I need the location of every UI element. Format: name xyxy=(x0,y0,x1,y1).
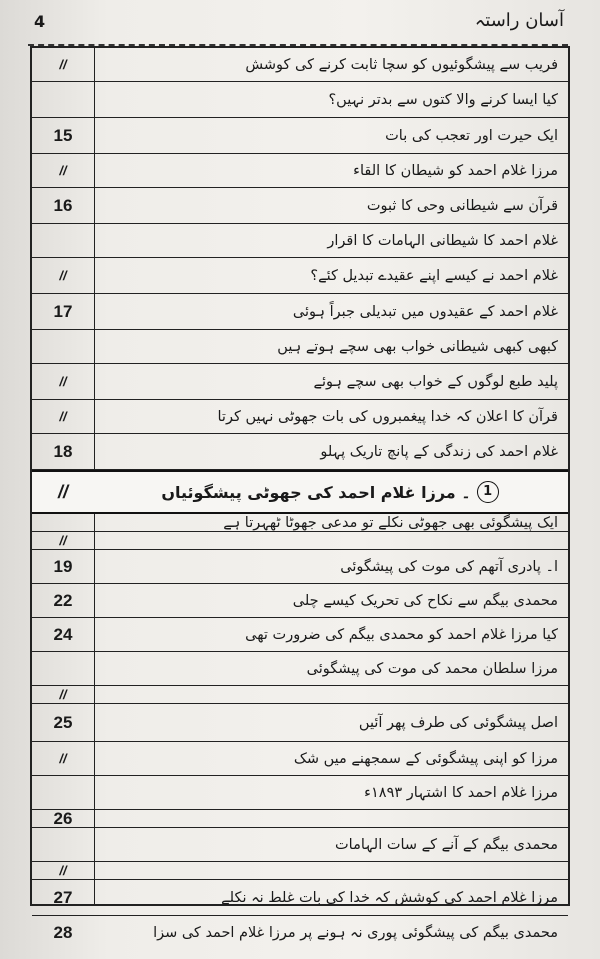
running-title: آسان راستہ xyxy=(474,10,564,31)
table-of-contents xyxy=(30,46,570,942)
toc-page-number: // xyxy=(59,268,67,283)
toc-page-number: 25 xyxy=(53,712,73,732)
toc-entry-title: محمدی بیگم سے نکاح کی تحریک کیسے چلی xyxy=(292,592,558,609)
toc-entry-title xyxy=(102,686,558,703)
toc-page-number: 22 xyxy=(53,590,73,610)
toc-page-number xyxy=(32,82,94,117)
toc-row xyxy=(32,776,568,810)
toc-entry-title xyxy=(102,532,558,549)
toc-entry-title: غلام احمد کے عقیدوں میں تبدیلی جبراً ہوئی xyxy=(292,303,558,320)
toc-row xyxy=(32,550,568,584)
toc-entry-title: غلام احمد نے کیسے اپنے عقیدے تبدیل کئے؟ xyxy=(310,267,558,284)
toc-entry-title: محمدی بیگم کی پیشگوئی پوری نہ ہونے پر مرزا غلام احمد کی سزا xyxy=(153,925,558,941)
toc-row xyxy=(32,742,568,776)
toc-entry-title: کبھی کبھی شیطانی خواب بھی سچے ہوتے ہیں xyxy=(277,338,558,355)
toc-row xyxy=(32,828,568,862)
toc-page-number xyxy=(32,828,94,861)
toc-row xyxy=(32,330,568,364)
toc-entry-title: مرزا سلطان محمد کی موت کی پیشگوئی xyxy=(306,660,558,677)
toc-entry-title xyxy=(102,862,558,879)
toc-entry-title: ایک پیشگوئی بھی جھوٹی نکلے تو مدعی جھوٹا ٹھہرتا ہے xyxy=(223,514,558,531)
toc-row xyxy=(32,810,568,828)
toc-page-number: 28 xyxy=(53,923,73,942)
section-heading-text: ۔ مرزا غلام احمد کی جھوٹی پیشگوئیاں xyxy=(161,482,471,502)
toc-page-number: 24 xyxy=(53,624,73,644)
toc-row xyxy=(32,514,568,532)
toc-page-number: // xyxy=(59,57,67,72)
toc-entry-title: محمدی بیگم کے آنے کے سات الہامات xyxy=(335,836,558,853)
toc-row xyxy=(32,618,568,652)
toc-entry-title: غلام احمد کی زندگی کے پانچ تاریک پہلو xyxy=(320,443,558,460)
toc-page-number: // xyxy=(59,533,67,548)
toc-row xyxy=(32,294,568,330)
toc-row xyxy=(32,704,568,742)
toc-entry-title: فریب سے پیشگوئیوں کو سچا ثابت کرنے کی کوشش xyxy=(245,56,558,73)
section-heading-row xyxy=(32,470,568,514)
toc-row xyxy=(32,652,568,686)
toc-row xyxy=(32,48,568,82)
toc-row xyxy=(32,154,568,188)
toc-row xyxy=(32,532,568,550)
toc-row xyxy=(32,880,568,916)
toc-row xyxy=(32,118,568,154)
toc-page-number: // xyxy=(59,409,67,424)
toc-entry-title: ا۔ پادری آتھم کی موت کی پیشگوئی xyxy=(340,558,558,575)
toc-row xyxy=(32,686,568,704)
toc-page-number: 19 xyxy=(53,556,73,576)
toc-page-number: 26 xyxy=(53,808,73,828)
toc-row xyxy=(32,434,568,470)
toc-page-number: // xyxy=(59,751,67,766)
toc-page-number: 15 xyxy=(53,125,73,145)
toc-page-number xyxy=(32,514,94,531)
toc-entry-title: کیا ایسا کرنے والا کتوں سے بدتر نہیں؟ xyxy=(328,91,558,108)
page-number: 4 xyxy=(34,12,46,31)
toc-row xyxy=(32,364,568,400)
toc-entry-title: ایک حیرت اور تعجب کی بات xyxy=(385,127,558,144)
toc-page-number xyxy=(32,224,94,257)
toc-row xyxy=(32,862,568,880)
section-heading xyxy=(102,472,558,512)
toc-page-number xyxy=(32,776,94,809)
toc-entry-title: پلید طبع لوگوں کے خواب بھی سچے ہوئے xyxy=(313,373,558,390)
toc-entry-title: غلام احمد کا شیطانی الہامات کا اقرار xyxy=(327,232,558,249)
toc-entry-title: قرآن سے شیطانی وحی کا ثبوت xyxy=(366,197,558,214)
toc-page-number: 18 xyxy=(53,441,73,461)
toc-entry-title: مرزا غلام احمد کو شیطان کا القاء xyxy=(353,162,558,179)
toc-entry-title: قرآن کا اعلان کہ خدا پیغمبروں کی بات جھوٹی نہیں کرتا xyxy=(217,408,558,425)
toc-row xyxy=(32,82,568,118)
toc-row xyxy=(32,258,568,294)
toc-row xyxy=(32,584,568,618)
toc-page-number: // xyxy=(59,374,67,389)
toc-entry-title: مرزا کو اپنی پیشگوئی کے سمجھنے میں شک xyxy=(293,750,558,767)
section-number-marker: 1 xyxy=(477,481,499,503)
toc-page-number: // xyxy=(59,163,67,178)
toc-page-number xyxy=(32,330,94,363)
toc-row xyxy=(32,400,568,434)
toc-page-number: 27 xyxy=(53,887,73,907)
toc-row xyxy=(32,188,568,224)
toc-page-number: // xyxy=(59,863,67,878)
toc-row xyxy=(32,916,568,950)
toc-entry-title xyxy=(102,810,558,827)
toc-entry-title: مرزا غلام احمد کی کوشش کہ خدا کی بات غلط نہ نکلے xyxy=(221,889,558,906)
toc-page-number: // xyxy=(59,687,67,702)
toc-page-number xyxy=(32,652,94,685)
toc-page-number: 17 xyxy=(53,301,73,321)
toc-page-number: 16 xyxy=(53,195,73,215)
toc-row xyxy=(32,224,568,258)
toc-entry-title: کیا مرزا غلام احمد کو محمدی بیگم کی ضرورت تھی xyxy=(245,626,558,643)
page-header xyxy=(28,10,568,44)
toc-entry-title: مرزا غلام احمد کا اشتہار ۱۸۹۳ء xyxy=(364,784,558,801)
section-page-number: // xyxy=(57,481,68,502)
toc-entry-title: اصل پیشگوئی کی طرف پھر آئیں xyxy=(358,714,558,731)
